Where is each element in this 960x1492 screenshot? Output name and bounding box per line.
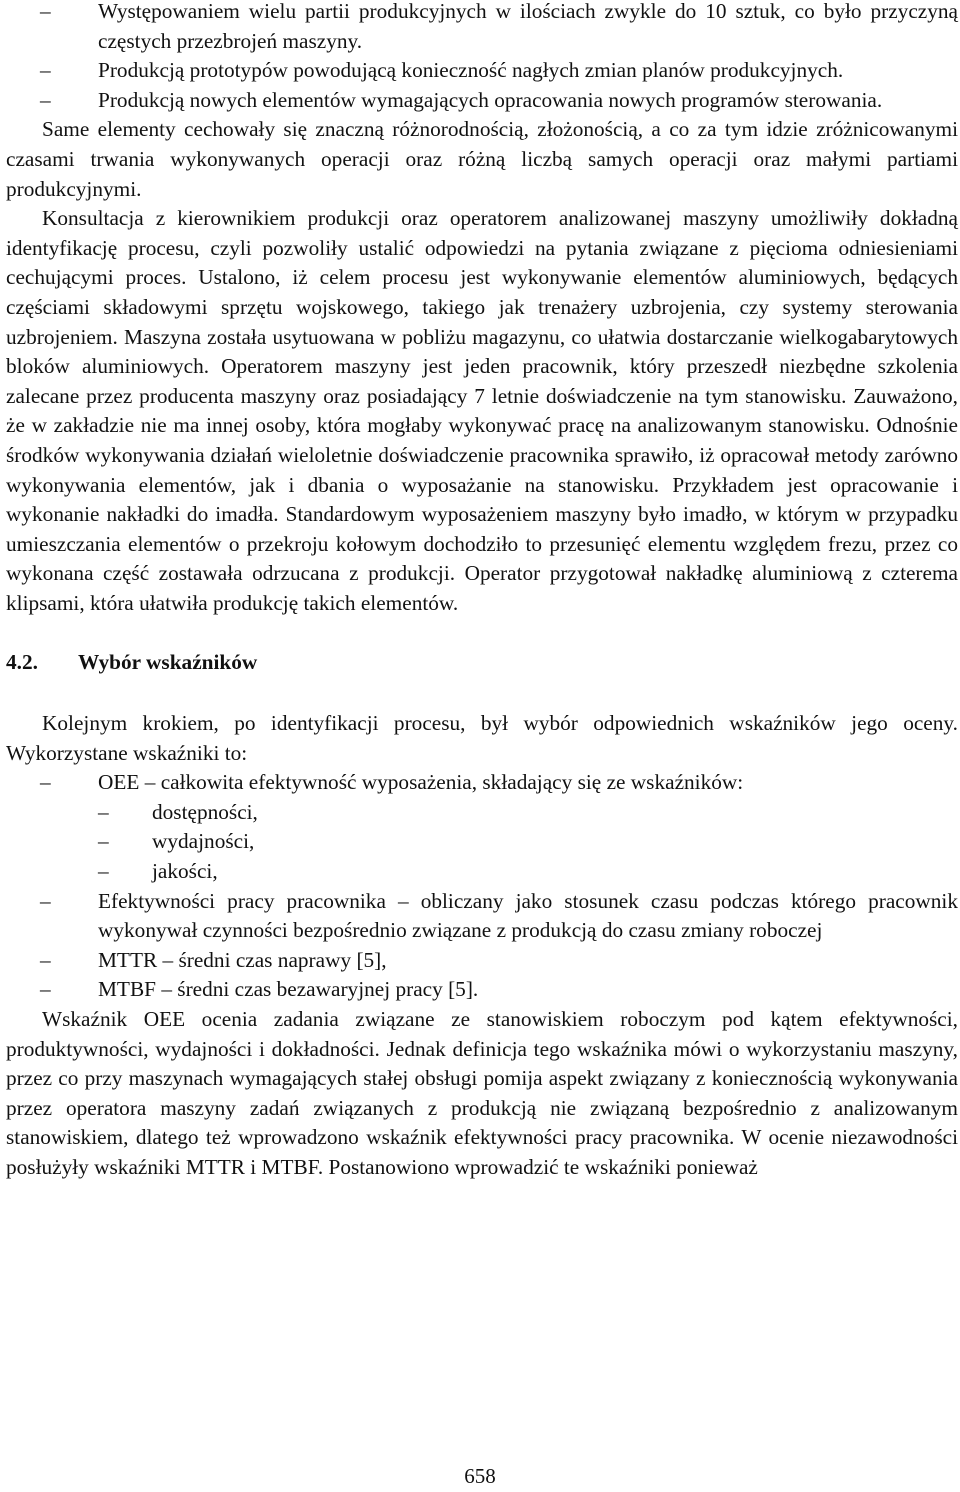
sub-bullet-item (6, 857, 958, 887)
body-paragraph: Wskaźnik OEE ocenia zadania związane ze stanowiskiem roboczym pod kątem efektywności, produktywności, wydajności i dokładności. Jednak definicja tego wskaźnika mówi o wykorzystaniu maszyny, przez co przy maszynach wymagających stałej obsługi pomija aspekt związany z koniecznością wykonywania przez operatora maszyny zadań związanych z produkcją nie związaną bezpośrednio z analizowanym stanowiskiem, dlatego też wprowadzono wskaźnik efektywności pracy pracownika. W ocenie niezawodności posłużyły wskaźniki MTTR i MTBF. Postanowiono wprowadzić te wskaźniki ponieważ (6, 1007, 958, 1179)
bullet-text: wydajności, (152, 829, 255, 854)
bullet-item (6, 56, 958, 86)
bullet-text: Efektywności pracy pracownika – obliczany jako stosunek czasu podczas którego pracownik wykonywał czynności bezpośrednio związane z produkcją do czasu zmiany roboczej (98, 888, 958, 943)
bullet-text: Produkcją prototypów powodującą konieczność nagłych zmian planów produkcyjnych. (98, 58, 844, 83)
bullet-text: Występowaniem wielu partii produkcyjnych w ilościach zwykle do 10 sztuk, co było przyczyną częstych przezbrojeń maszyny. (98, 0, 958, 53)
section-number: 4.2. (6, 650, 38, 675)
body-paragraph: Konsultacja z kierownikiem produkcji oraz operatorem analizowanej maszyny umożliwiły dokładną identyfikację procesu, czyli pozwoliły ustalić odpowiedzi na pytania związane z pięcioma odniesieniami cechującymi proces. Ustalono, iż celem procesu jest wykonywanie elementów aluminiowych, będących częściami składowymi sprzętu wojskowego, takiego jak trenażery uzbrojenia, czy systemy sterowania uzbrojeniem. Maszyna została usytuowana w pobliżu magazynu, co ułatwia dostarczanie wielkogabarytowych bloków aluminiowych. Operatorem maszyny jest jeden pracownik, który przeszedł niezbędne szkolenia zalecane przez producenta maszyny oraz posiadający 7 letnie doświadczenie na tym stanowisku. Zauważono, że w zakładzie nie ma innej osoby, która mogłaby wykonywać pracę na analizowanym stanowisku. Odnośnie środków wykonywania działań wieloletnie doświadczenie pracownika sprawiło, iż opracował metody zarówno wykonywania elementów, jak i dbania o wyposażanie na stanowisku. Przykładem jest opracowanie i wykonanie nakładki do imadła. Standardowym wyposażeniem maszyny było imadło, w którym w przypadku umieszczania elementów o przekroju kołowym dochodziło to przesunięć elementu względem frezu, przez co wykonana część zostawała odrzucana z produkcji. Operator przygotował nakładkę aluminiową z czterema klipsami, która ułatwiła produkcję takich elementów. (6, 206, 958, 615)
bullet-dash: – (98, 799, 109, 824)
sub-bullet-item (6, 827, 958, 857)
bullet-dash: – (40, 947, 51, 972)
page-number: 658 (464, 1464, 496, 1488)
bullet-dash: – (40, 58, 51, 83)
bullet-text: MTBF – średni czas bezawaryjnej pracy [5]. (98, 977, 479, 1002)
bullet-dash: – (98, 829, 109, 854)
sub-bullet-item (6, 798, 958, 828)
bullet-text: MTTR – średni czas naprawy [5], (98, 947, 387, 972)
bullet-item (6, 887, 958, 946)
bullet-item (6, 86, 958, 116)
bullet-item (6, 768, 958, 798)
bullet-item (6, 0, 958, 56)
bullet-dash: – (98, 859, 109, 884)
document-page (6, 0, 958, 1183)
bullet-item (6, 946, 958, 976)
bullet-text: jakości, (152, 859, 218, 884)
bullet-dash: – (40, 977, 51, 1002)
bullet-dash: – (40, 888, 51, 913)
section-heading (6, 648, 958, 678)
body-paragraph: Same elementy cechowały się znaczną różnorodnością, złożonością, a co za tym idzie zróżnicowanymi czasami trwania wykonywanych operacji oraz różną liczbą samych operacji oraz małymi partiami produkcyjnymi. (6, 117, 958, 201)
bullet-dash: – (40, 0, 51, 23)
bullet-text: Produkcją nowych elementów wymagających opracowania nowych programów sterowania. (98, 87, 883, 112)
bullet-text: dostępności, (152, 799, 258, 824)
bullet-dash: – (40, 87, 51, 112)
body-paragraph: Kolejnym krokiem, po identyfikacji procesu, był wybór odpowiednich wskaźników jego oceny. Wykorzystane wskaźniki to: (6, 711, 958, 765)
bullet-item (6, 975, 958, 1005)
section-title: Wybór wskaźników (78, 650, 258, 675)
bullet-text: OEE – całkowita efektywność wyposażenia, składający się ze wskaźników: (98, 770, 744, 795)
bullet-dash: – (40, 770, 51, 795)
